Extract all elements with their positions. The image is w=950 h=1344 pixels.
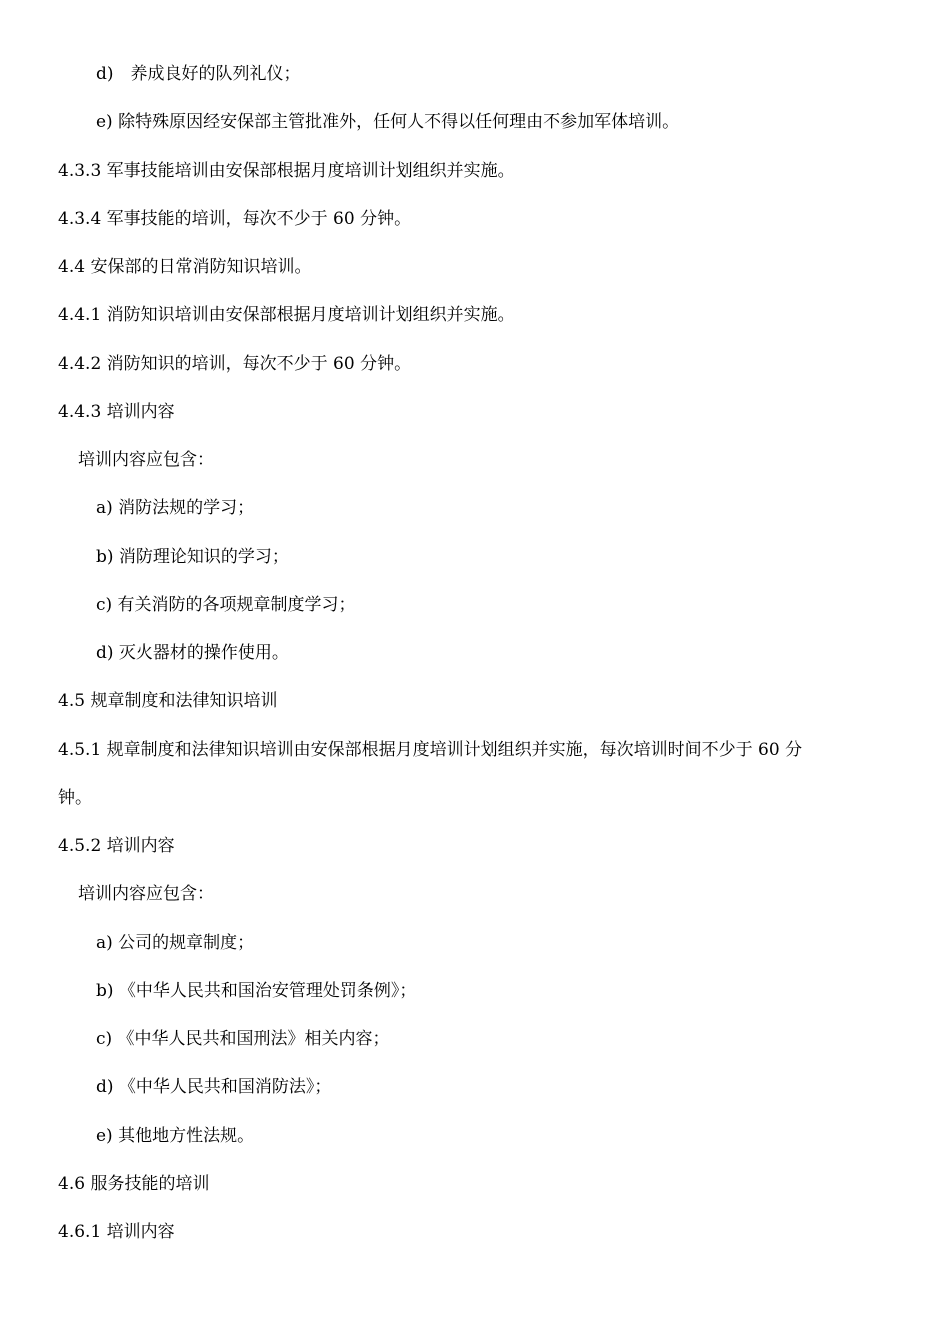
clause-4-5-1-continued: 钟。 [58, 787, 92, 808]
clause-4-4-3: 4.4.3 培训内容 [58, 401, 175, 422]
list-item-d-drill-etiquette: d) 养成良好的队列礼仪； [96, 64, 301, 84]
clause-4-3-3: 4.3.3 军事技能培训由安保部根据月度培训计划组织并实施。 [58, 160, 515, 181]
list-item: b) 《中华人民共和国治安管理处罚条例》； [96, 980, 417, 1001]
section-heading-4-6: 4.6 服务技能的培训 [58, 1173, 210, 1194]
document-page [0, 50, 950, 1256]
clause-4-4-2: 4.4.2 消防知识的培训，每次不少于 60 分钟。 [58, 353, 412, 374]
list-item: a) 消防法规的学习； [96, 498, 255, 519]
content-intro: 培训内容应包含： [78, 450, 214, 470]
clause-4-4-1: 4.4.1 消防知识培训由安保部根据月度培训计划组织并实施。 [58, 305, 515, 326]
list-item: c) 《中华人民共和国刑法》相关内容； [96, 1029, 390, 1049]
section-heading-4-4: 4.4 安保部的日常消防知识培训。 [58, 257, 312, 277]
list-item: d) 《中华人民共和国消防法》； [96, 1077, 332, 1098]
content-intro: 培训内容应包含： [78, 884, 214, 905]
list-item: d) 灭火器材的操作使用。 [96, 643, 289, 663]
section-heading-4-5: 4.5 规章制度和法律知识培训 [58, 691, 278, 712]
clause-4-3-4: 4.3.4 军事技能的培训，每次不少于 60 分钟。 [58, 208, 412, 229]
clause-4-6-1: 4.6.1 培训内容 [58, 1222, 175, 1242]
clause-4-5-2: 4.5.2 培训内容 [58, 836, 175, 856]
list-item: c) 有关消防的各项规章制度学习； [96, 594, 356, 615]
list-item: b) 消防理论知识的学习； [96, 546, 289, 567]
list-item: e) 其他地方性法规。 [96, 1125, 255, 1146]
list-item: a) 公司的规章制度； [96, 932, 255, 953]
clause-4-5-1: 4.5.1 规章制度和法律知识培训由安保部根据月度培训计划组织并实施，每次培训时间不少于 60 分 [58, 739, 803, 760]
list-item-e-attendance-rule: e) 除特殊原因经安保部主管批准外，任何人不得以任何理由不参加军体培训。 [96, 112, 680, 133]
